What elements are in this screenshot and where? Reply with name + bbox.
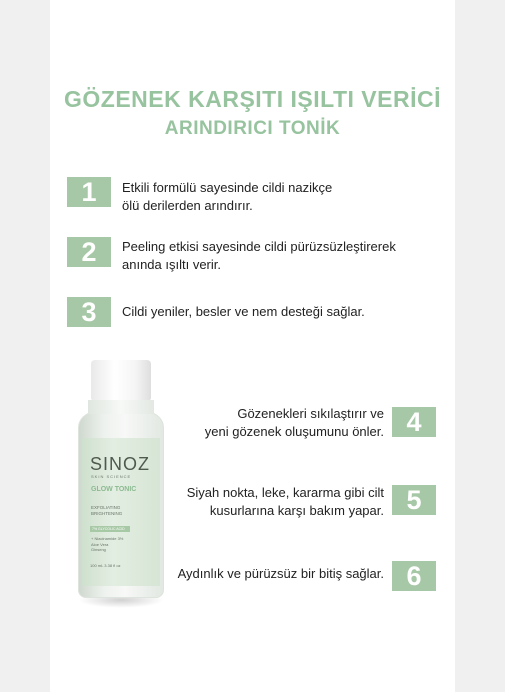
page-subtitle: ARINDIRICI TONİK xyxy=(164,118,341,139)
benefit-text-1 xyxy=(122,179,332,215)
bottle-brand: SINOZ xyxy=(90,454,151,474)
benefit-text-6 xyxy=(160,565,384,583)
bottle-description xyxy=(91,505,122,517)
bottle-ingredient: Aloe Vera xyxy=(91,541,109,547)
product-bottle-image xyxy=(76,360,166,610)
bottle-ingredient: + Niacinamide 3% xyxy=(91,536,124,541)
benefit-text-3 xyxy=(122,303,365,321)
number-badge-1: 1 xyxy=(67,177,111,207)
number-badge-6: 6 xyxy=(392,561,436,591)
bottle-desc-line: BRIGHTENING xyxy=(91,511,123,516)
benefit-line: Aydınlık ve pürüzsüz bir bitiş sağlar. xyxy=(177,566,384,581)
benefit-line: Peeling etkisi sayesinde cildi pürüzsüzleştirerek xyxy=(122,239,396,254)
benefit-text-4 xyxy=(180,405,384,441)
number-badge-4: 4 xyxy=(392,407,436,437)
bottle-active-text: 7% GLYCOLIC ACID xyxy=(92,527,125,531)
bottle-brand-sub: SKIN SCIENCE xyxy=(91,474,132,479)
number-badge-5: 5 xyxy=(392,485,436,515)
benefit-text-2 xyxy=(122,238,396,274)
benefit-line: ölü derilerden arındırır. xyxy=(122,198,253,213)
bottle-neck xyxy=(88,400,154,414)
benefit-line: Siyah nokta, leke, kararma gibi cilt xyxy=(186,485,384,500)
benefit-line: Gözenekleri sıkılaştırır ve xyxy=(237,406,384,421)
bottle-volume: 100 mL 3.38 fl oz xyxy=(90,563,121,568)
bottle-active-badge xyxy=(90,526,130,532)
benefit-line: Etkili formülü sayesinde cildi nazikçe xyxy=(122,180,333,195)
benefit-line: anında ışıltı verir. xyxy=(122,257,221,272)
number-badge-2: 2 xyxy=(67,237,111,267)
bottle-ingredient: Ginseng xyxy=(91,547,106,552)
bottle-product-name: GLOW TONIC xyxy=(91,486,137,493)
bottle-desc-line: EXFOLIATING xyxy=(91,505,121,510)
benefit-line: kusurlarına karşı bakım yapar. xyxy=(209,503,384,518)
page-title: GÖZENEK KARŞITI IŞILTI VERİCİ xyxy=(64,86,441,112)
number-badge-3: 3 xyxy=(67,297,111,327)
benefit-line: Cildi yeniler, besler ve nem desteği sağlar. xyxy=(122,304,365,319)
bottle-ingredients xyxy=(91,536,123,553)
benefit-text-5 xyxy=(160,484,384,520)
benefit-line: yeni gözenek oluşumunu önler. xyxy=(204,424,384,439)
bottle-cap xyxy=(91,360,151,400)
